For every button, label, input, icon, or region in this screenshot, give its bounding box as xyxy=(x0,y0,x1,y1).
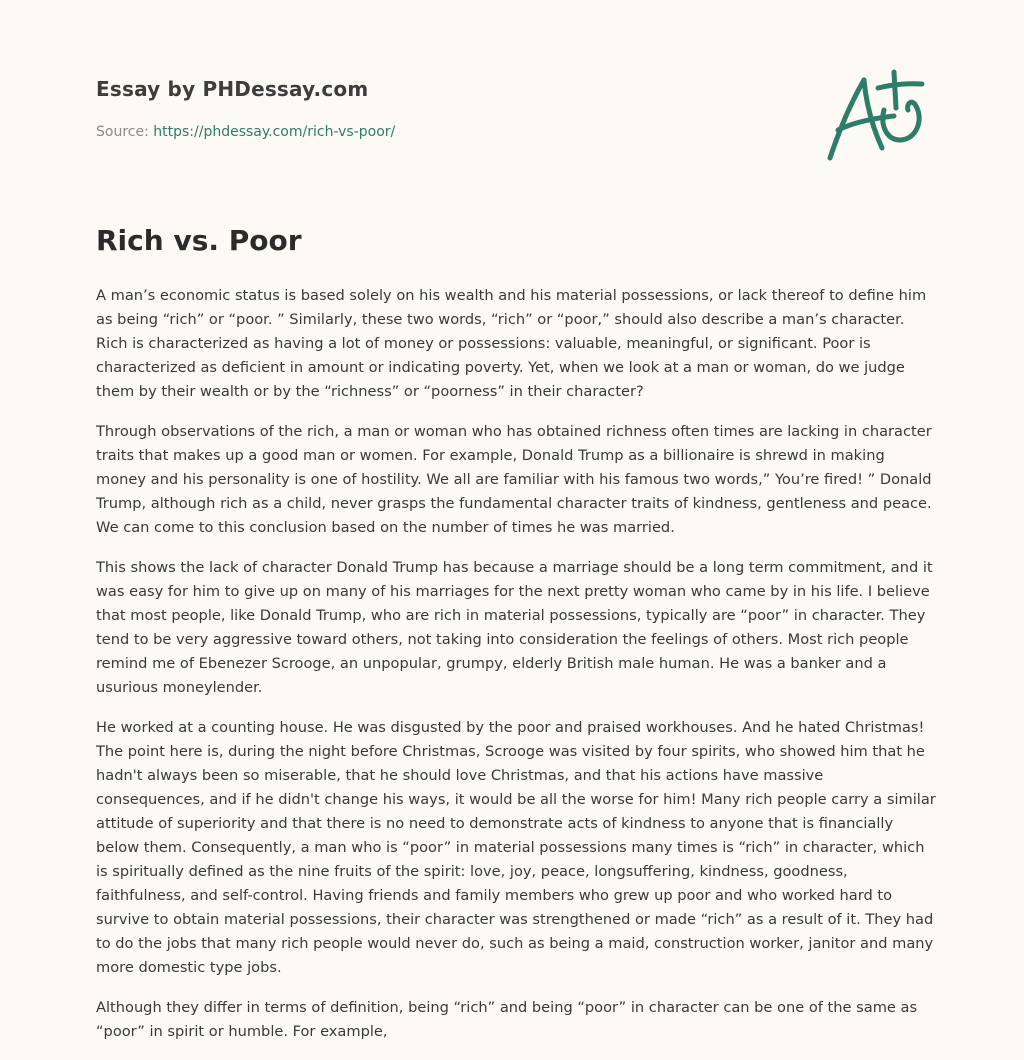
essay-page xyxy=(96,0,936,1060)
essay-paragraph: A man’s economic status is based solely on his wealth and his material possessions, or lack thereof to define him as being “rich” or “poor. ” Similarly, these two words, “rich” or “poor,” should also describe a man’s character. Rich is characterized as having a lot of money or possessions: valuable, meaningful, or significant. Poor is characterized as deficient in amount or indicating poverty. Yet, when we look at a man or woman, do we judge them by their wealth or by the “richness” or “poorness” in their character? xyxy=(96,287,927,400)
essay-title: Rich vs. Poor xyxy=(96,224,302,257)
essay-paragraph: Through observations of the rich, a man or woman who has obtained richness often times are lacking in character traits that makes up a good man or women. For example, Donald Trump as a billionaire is shrewd in making money and his personality is one of hostility. We all are familiar with his famous two words,” You’re fired! ” Donald Trump, although rich as a child, never grasps the fundamental character traits of kindness, gentleness and peace. We can come to this conclusion based on the number of times he was married. xyxy=(96,423,932,536)
site-title: Essay by PHDessay.com xyxy=(96,77,369,101)
essay-paragraph: Although they differ in terms of definition, being “rich” and being “poor” in character can be one of the same as “poor” in spirit or humble. For example, xyxy=(96,999,918,1040)
a-plus-grade-icon xyxy=(824,68,928,164)
essay-body xyxy=(96,284,936,1060)
essay-paragraph: This shows the lack of character Donald Trump has because a marriage should be a long term commitment, and it was easy for him to give up on many of his marriages for the next pretty woman who came by in his life. I believe that most people, like Donald Trump, who are rich in material possessions, typically are “poor” in character. They tend to be very aggressive toward others, not taking into consideration the feelings of others. Most rich people remind me of Ebenezer Scrooge, an unpopular, grumpy, elderly British male human. He was a banker and a usurious moneylender. xyxy=(96,559,933,696)
source-link[interactable]: https://phdessay.com/rich-vs-poor/ xyxy=(153,124,396,140)
source-label: Source: xyxy=(96,124,154,140)
essay-paragraph: He worked at a counting house. He was disgusted by the poor and praised workhouses. And he hated Christmas! The point here is, during the night before Christmas, Scrooge was visited by four spirits, who showed him that he hadn't always been so miserable, that he should love Christmas, and that his actions have massive consequences, and if he didn't change his ways, it would be all the worse for him! Many rich people carry a similar attitude of superiority and that there is no need to demonstrate acts of kindness to anyone that is financially below them. Consequently, a man who is “poor” in material possessions many times is “rich” in character, which is spiritually defined as the nine fruits of the spirit: love, joy, peace, longsuffering, kindness, goodness, faithfulness, and self-control. Having friends and family members who grew up poor and who worked hard to survive to obtain material possessions, their character was strengthened or made “rich” as a result of it. They had to do the jobs that many rich people would never do, such as being a maid, construction worker, janitor and many more domestic type jobs. xyxy=(96,719,936,976)
source-line xyxy=(96,124,395,140)
